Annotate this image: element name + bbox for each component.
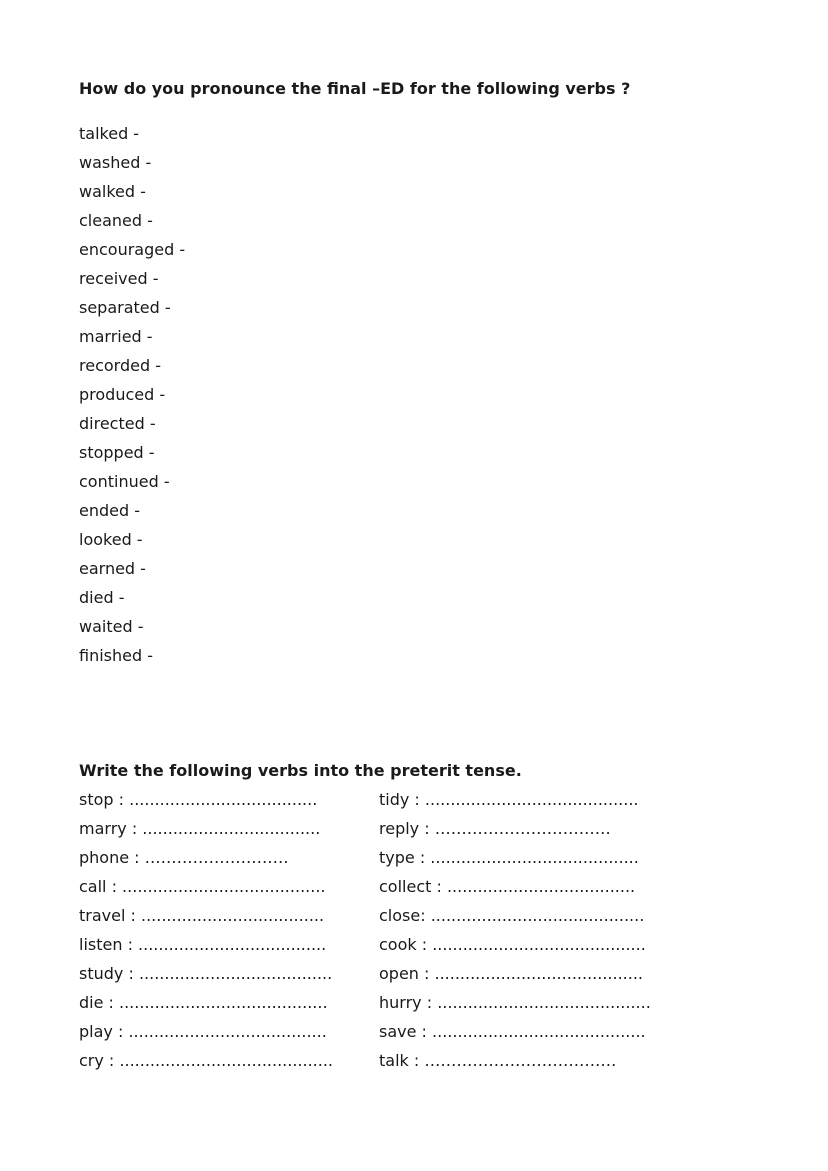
list-item: earned - — [79, 559, 146, 578]
list-item: separated - — [79, 298, 171, 317]
list-item: hurry : .......................................... — [379, 993, 651, 1012]
list-item: finished - — [79, 646, 153, 665]
list-item: cook : .......................................... — [379, 935, 646, 954]
list-item: save : .......................................... — [379, 1022, 646, 1041]
list-item: directed - — [79, 414, 156, 433]
list-item: play : ....................................... — [79, 1022, 327, 1041]
list-item: tidy : .......................................... — [379, 790, 639, 809]
list-item: listen : ..................................... — [79, 935, 327, 954]
list-item: cleaned - — [79, 211, 153, 230]
pronunciation-verb-list — [79, 123, 185, 674]
list-item: close: .......................................... — [379, 906, 645, 925]
list-item: stop : ..................................... — [79, 790, 318, 809]
list-item: continued - — [79, 472, 170, 491]
list-item: travel : .................................... — [79, 906, 325, 925]
list-item: encouraged - — [79, 240, 186, 259]
list-item: received - — [79, 269, 159, 288]
list-item: stopped - — [79, 443, 155, 462]
list-item: reply : …………………………… — [379, 819, 611, 838]
pronunciation-heading: How do you pronounce the final –ED for the following verbs ? — [79, 79, 631, 98]
list-item: collect : ..................................... — [379, 877, 636, 896]
preterit-list-left — [79, 789, 333, 1079]
list-item: died - — [79, 588, 125, 607]
list-item: washed - — [79, 153, 152, 172]
list-item: ended - — [79, 501, 140, 520]
list-item: cry : .......................................... — [79, 1051, 334, 1070]
list-item: looked - — [79, 530, 143, 549]
list-item: call : ........................................ — [79, 877, 326, 896]
list-item: open : ......................................... — [379, 964, 644, 983]
list-item: study : ...................................... — [79, 964, 333, 983]
list-item: phone : ……………………… — [79, 848, 289, 867]
list-item: talked - — [79, 124, 140, 143]
preterit-heading: Write the following verbs into the preterit tense. — [79, 761, 522, 780]
list-item: walked - — [79, 182, 146, 201]
list-item: waited - — [79, 617, 144, 636]
list-item: married - — [79, 327, 153, 346]
list-item: marry : ................................... — [79, 819, 321, 838]
preterit-list-right — [379, 789, 651, 1079]
list-item: recorded - — [79, 356, 161, 375]
list-item: type : ......................................... — [379, 848, 639, 867]
list-item: talk : ……………………………… — [379, 1051, 617, 1070]
list-item: produced - — [79, 385, 166, 404]
list-item: die : ......................................... — [79, 993, 328, 1012]
